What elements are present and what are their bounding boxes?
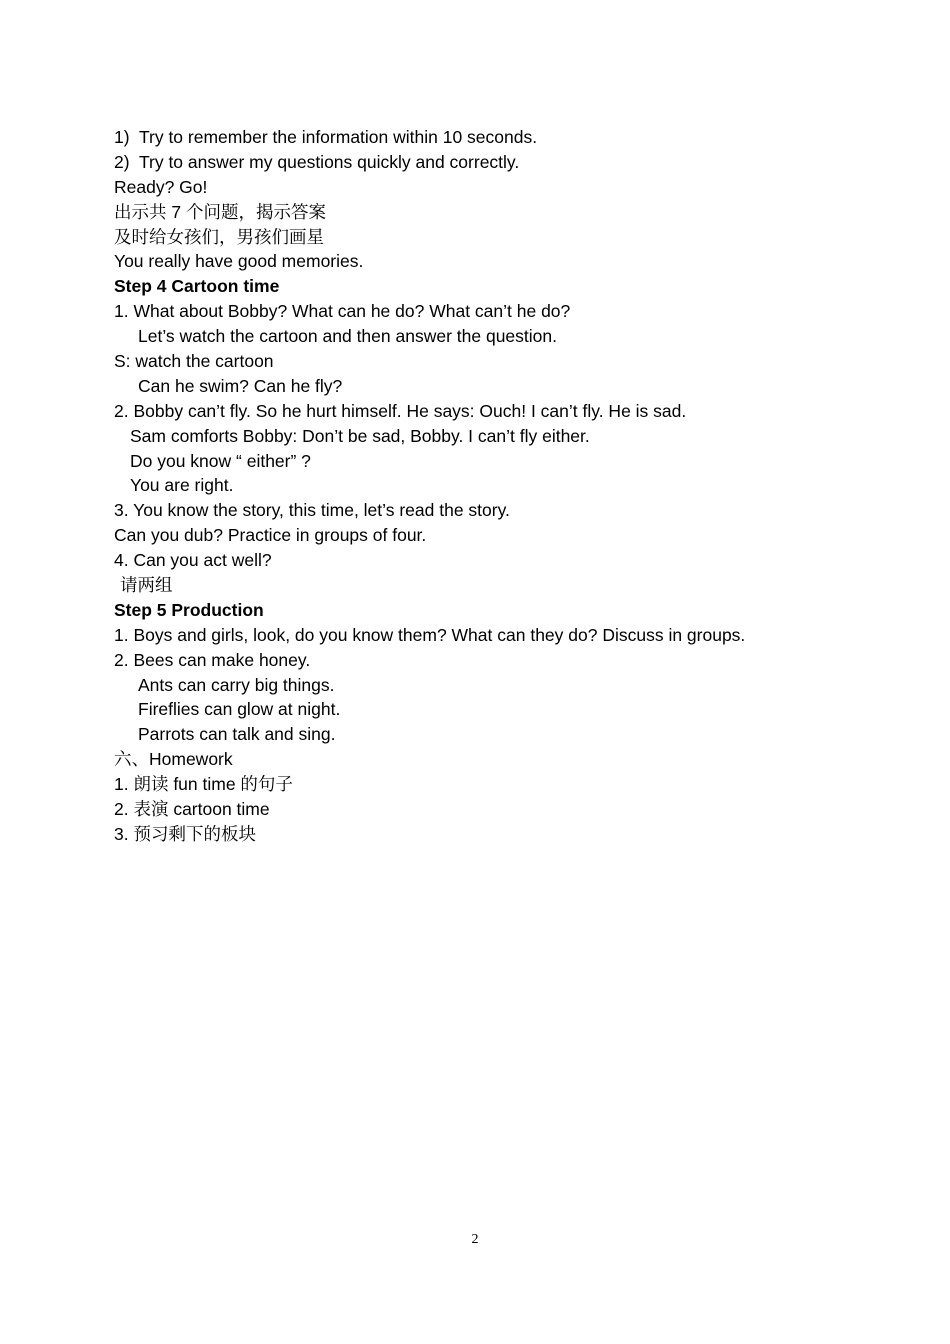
text-line: 六、Homework [114,749,233,770]
document-body [114,125,834,847]
text-line: 4. Can you act well? [114,550,272,571]
section-heading: Step 4 Cartoon time [114,276,280,297]
text-line: Parrots can talk and sing. [138,724,336,745]
text-line: 请两组 [120,575,173,596]
page-number: 2 [471,1232,479,1247]
text-line: Do you know “ either” ? [130,450,311,471]
text-line: You really have good memories. [114,251,364,272]
text-line: You are right. [130,475,234,496]
text-line: 1. What about Bobby? What can he do? What can’t he do? [114,301,571,322]
text-line: 1) Try to remember the information within 10 seconds. [114,127,538,147]
text-line: 3. 预习剩下的板块 [114,823,256,844]
text-line: Ants can carry big things. [138,674,335,695]
text-line: 3. You know the story, this time, let’s read the story. [114,500,510,521]
text-line: 2. Bobby can’t fly. So he hurt himself. He says: Ouch! I can’t fly. He is sad. [114,400,687,421]
text-line: S: watch the cartoon [114,351,274,372]
section-heading: Step 5 Production [114,599,264,620]
text-line: 2) Try to answer my questions quickly and correctly. [114,151,520,172]
text-line: Let’s watch the cartoon and then answer the question. [138,326,557,347]
text-line: Can he swim? Can he fly? [138,375,343,396]
text-line: Can you dub? Practice in groups of four. [114,525,427,546]
text-line: 1. 朗读 fun time 的句子 [114,774,293,795]
text-line: Sam comforts Bobby: Don’t be sad, Bobby. I can’t fly either. [130,425,590,446]
text-line: 及时给女孩们，男孩们画星 [114,226,324,247]
text-line: 1. Boys and girls, look, do you know them? What can they do? Discuss in groups. [114,624,746,645]
text-line: Fireflies can glow at night. [138,699,341,720]
text-line: Ready? Go! [114,176,208,197]
text-line: 2. 表演 cartoon time [114,799,270,820]
text-line: 出示共 7 个问题，揭示答案 [114,201,326,222]
text-line: 2. Bees can make honey. [114,649,311,670]
